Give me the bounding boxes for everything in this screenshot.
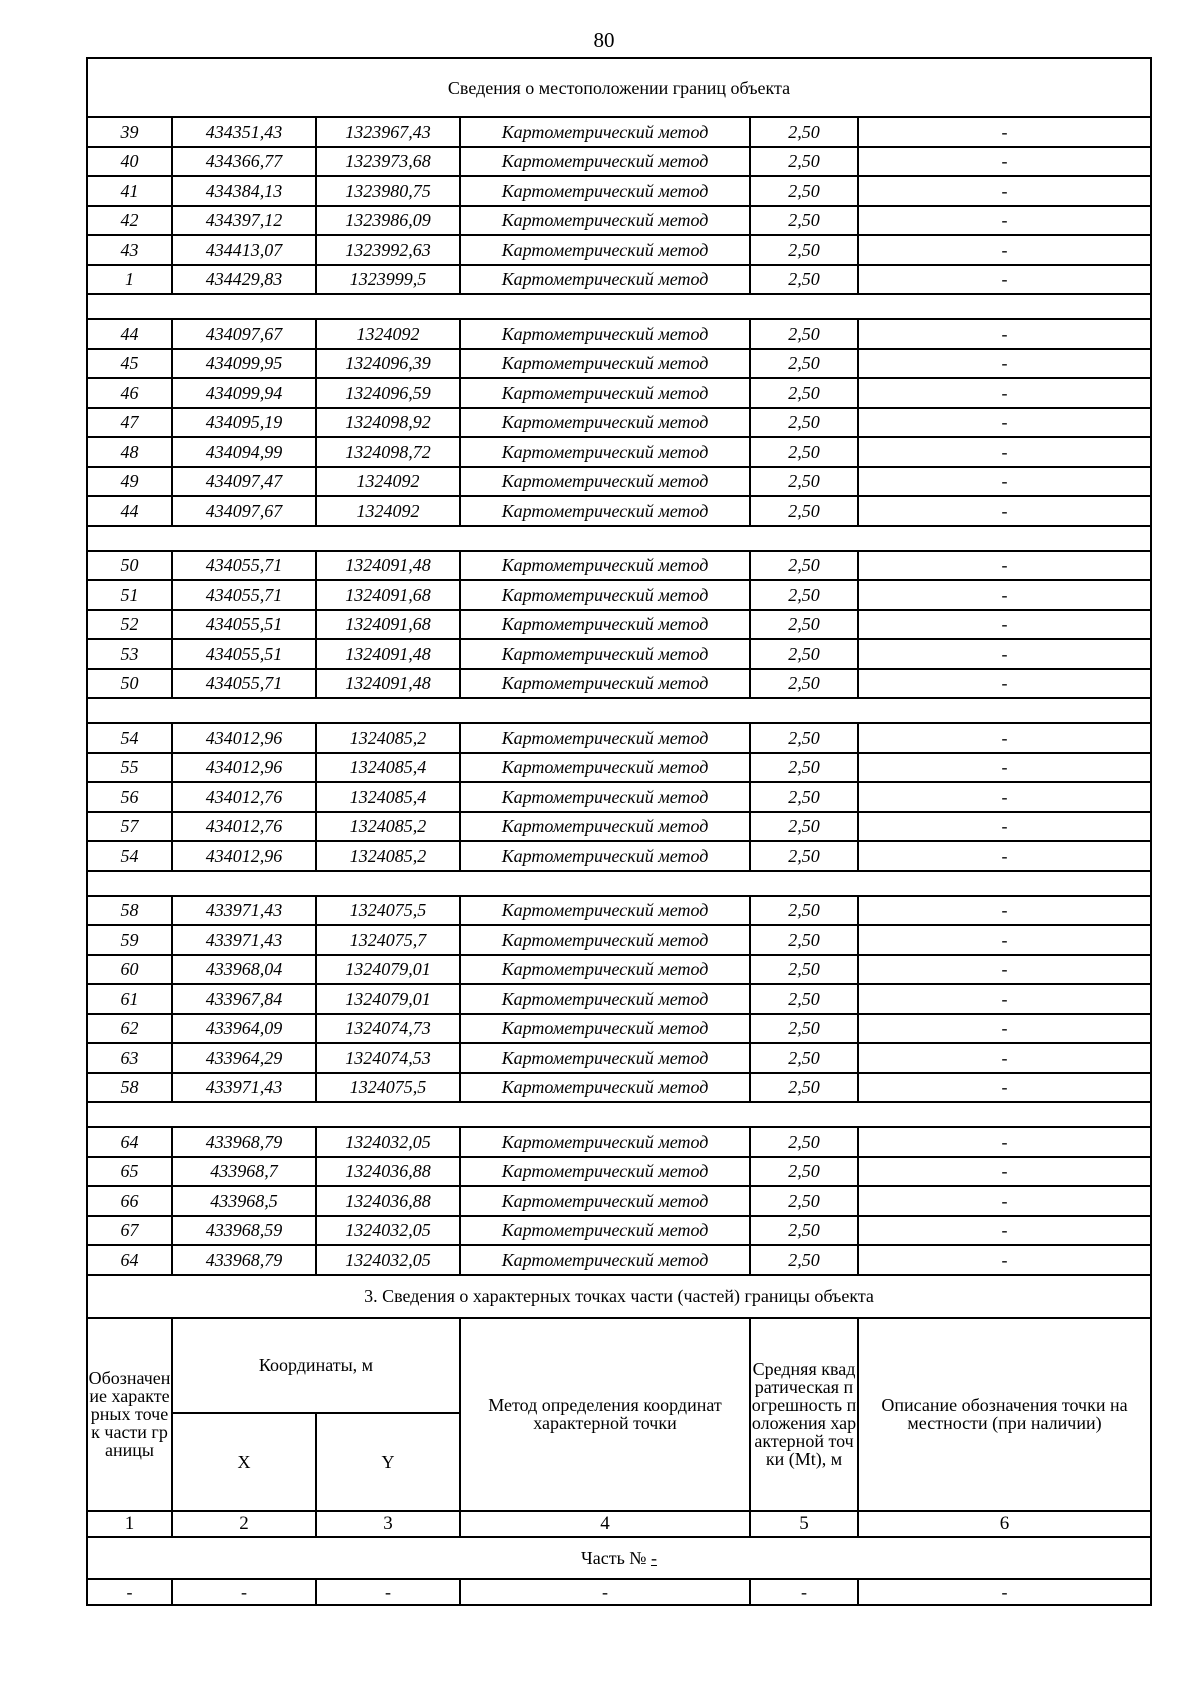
table-cell: 1324096,59: [316, 378, 460, 408]
table-cell: 64: [87, 1245, 172, 1275]
table-cell: 433968,7: [172, 1157, 316, 1187]
table-cell: 52: [87, 610, 172, 640]
table-cell: 1324085,4: [316, 782, 460, 812]
table-cell: -: [858, 437, 1151, 467]
boundary-table: [86, 57, 1152, 1606]
boundaries-title-row: [87, 58, 1151, 117]
table-cell: 1324074,73: [316, 1014, 460, 1044]
table-row: [87, 265, 1151, 295]
table-cell: 1324032,05: [316, 1216, 460, 1246]
table-cell: Картометрический метод: [460, 639, 750, 669]
table-cell: Картометрический метод: [460, 1073, 750, 1103]
group-separator-row: [87, 698, 1151, 723]
group-separator-row: [87, 1102, 1151, 1127]
table-cell: -: [858, 319, 1151, 349]
table-cell: 434097,47: [172, 467, 316, 497]
table-row: [87, 147, 1151, 177]
table-cell: 2,50: [750, 206, 858, 236]
table-cell: 39: [87, 117, 172, 147]
table-cell: 66: [87, 1186, 172, 1216]
table-cell: 43: [87, 235, 172, 265]
table-row: [87, 1073, 1151, 1103]
header-error: Средняя квадратическая погрешность положения характерной точки (Mt), м: [750, 1318, 858, 1511]
table-row: [87, 206, 1151, 236]
table-cell: 2,50: [750, 408, 858, 438]
table-row: [87, 723, 1151, 753]
table-cell: -: [858, 378, 1151, 408]
table-cell: 58: [87, 1073, 172, 1103]
section3-title-row: [87, 1275, 1151, 1318]
table-cell: 65: [87, 1157, 172, 1187]
table-cell: 434397,12: [172, 206, 316, 236]
table-cell: 434099,95: [172, 349, 316, 379]
table-cell: -: [858, 639, 1151, 669]
table-cell: 2,50: [750, 925, 858, 955]
table-cell: -: [858, 117, 1151, 147]
table-cell: -: [858, 925, 1151, 955]
table-cell: -: [172, 1579, 316, 1605]
table-cell: 44: [87, 319, 172, 349]
table-cell: 1324092: [316, 319, 460, 349]
table-cell: Картометрический метод: [460, 378, 750, 408]
table-cell: 2,50: [750, 1216, 858, 1246]
table-cell: 54: [87, 723, 172, 753]
table-cell: Картометрический метод: [460, 235, 750, 265]
table-row: [87, 1245, 1151, 1275]
table-cell: 62: [87, 1014, 172, 1044]
table-cell: -: [858, 408, 1151, 438]
table-cell: 434094,99: [172, 437, 316, 467]
table-cell: 434413,07: [172, 235, 316, 265]
table-cell: -: [858, 1073, 1151, 1103]
table-cell: 1324075,5: [316, 1073, 460, 1103]
table-cell: 434095,19: [172, 408, 316, 438]
section3-title: 3. Сведения о характерных точках части (частей) границы объекта: [87, 1275, 1151, 1318]
table-cell: -: [858, 1127, 1151, 1157]
table-cell: Картометрический метод: [460, 984, 750, 1014]
table-cell: -: [858, 782, 1151, 812]
table-cell: -: [858, 1043, 1151, 1073]
table-cell: Картометрический метод: [460, 782, 750, 812]
table-cell: 2,50: [750, 812, 858, 842]
table-cell: -: [858, 496, 1151, 526]
table-row: [87, 896, 1151, 926]
table-cell: 2,50: [750, 1043, 858, 1073]
group-separator-row: [87, 294, 1151, 319]
table-cell: Картометрический метод: [460, 437, 750, 467]
table-cell: 2,50: [750, 496, 858, 526]
table-cell: Картометрический метод: [460, 496, 750, 526]
table-row: [87, 176, 1151, 206]
table-row: [87, 1014, 1151, 1044]
table-cell: Картометрический метод: [460, 812, 750, 842]
table-row: [87, 117, 1151, 147]
table-cell: -: [858, 176, 1151, 206]
table-cell: 54: [87, 841, 172, 871]
table-cell: 2,50: [750, 1014, 858, 1044]
section3-header-row-1: [87, 1318, 1151, 1413]
table-cell: 433964,29: [172, 1043, 316, 1073]
table-cell: 2,50: [750, 176, 858, 206]
table-cell: 2,50: [750, 639, 858, 669]
header-coordinates: Координаты, м: [172, 1318, 460, 1413]
table-cell: 2,50: [750, 580, 858, 610]
table-cell: Картометрический метод: [460, 551, 750, 581]
table-cell: Картометрический метод: [460, 319, 750, 349]
table-cell: 1323980,75: [316, 176, 460, 206]
table-cell: 51: [87, 580, 172, 610]
table-row: [87, 349, 1151, 379]
table-cell: 42: [87, 206, 172, 236]
table-cell: 67: [87, 1216, 172, 1246]
table-cell: -: [858, 896, 1151, 926]
header-method: Метод определения координат характерной точки: [460, 1318, 750, 1511]
table-cell: 1324091,68: [316, 580, 460, 610]
table-cell: -: [858, 984, 1151, 1014]
table-row: [87, 235, 1151, 265]
table-cell: 433968,79: [172, 1127, 316, 1157]
table-cell: 2,50: [750, 984, 858, 1014]
table-row: [87, 812, 1151, 842]
table-cell: 433967,84: [172, 984, 316, 1014]
table-cell: 2,50: [750, 437, 858, 467]
table-cell: 2,50: [750, 319, 858, 349]
table-cell: 434055,71: [172, 551, 316, 581]
table-row: [87, 467, 1151, 497]
section3-data-row: [87, 1579, 1151, 1605]
table-cell: 2,50: [750, 1186, 858, 1216]
table-cell: -: [858, 235, 1151, 265]
table-cell: 1324098,72: [316, 437, 460, 467]
table-cell: Картометрический метод: [460, 117, 750, 147]
table-cell: 433971,43: [172, 896, 316, 926]
table-cell: 1323992,63: [316, 235, 460, 265]
column-number: 4: [460, 1511, 750, 1537]
table-cell: 1324036,88: [316, 1157, 460, 1187]
table-cell: -: [858, 206, 1151, 236]
part-row: [87, 1537, 1151, 1579]
table-cell: Картометрический метод: [460, 349, 750, 379]
table-cell: 1324091,48: [316, 639, 460, 669]
group-separator: [87, 698, 1151, 723]
table-cell: Картометрический метод: [460, 265, 750, 295]
table-cell: 434366,77: [172, 147, 316, 177]
table-cell: Картометрический метод: [460, 896, 750, 926]
table-cell: 55: [87, 753, 172, 783]
table-cell: 434012,96: [172, 841, 316, 871]
table-cell: 2,50: [750, 753, 858, 783]
table-cell: 1323999,5: [316, 265, 460, 295]
table-cell: Картометрический метод: [460, 1216, 750, 1246]
table-row: [87, 610, 1151, 640]
table-cell: 49: [87, 467, 172, 497]
table-cell: 1323986,09: [316, 206, 460, 236]
table-cell: 434012,76: [172, 812, 316, 842]
table-row: [87, 378, 1151, 408]
table-cell: 1324074,53: [316, 1043, 460, 1073]
group-separator: [87, 526, 1151, 551]
table-cell: 59: [87, 925, 172, 955]
table-cell: 57: [87, 812, 172, 842]
table-cell: 2,50: [750, 1157, 858, 1187]
table-cell: Картометрический метод: [460, 669, 750, 699]
group-separator: [87, 294, 1151, 319]
table-cell: 1323967,43: [316, 117, 460, 147]
table-cell: Картометрический метод: [460, 1245, 750, 1275]
table-cell: Картометрический метод: [460, 841, 750, 871]
table-cell: 56: [87, 782, 172, 812]
table-cell: 2,50: [750, 1245, 858, 1275]
table-cell: 434055,71: [172, 580, 316, 610]
table-cell: 434012,96: [172, 753, 316, 783]
table-cell: 434012,96: [172, 723, 316, 753]
table-cell: 46: [87, 378, 172, 408]
table-row: [87, 1157, 1151, 1187]
table-cell: 2,50: [750, 841, 858, 871]
column-number: 5: [750, 1511, 858, 1537]
table-cell: 63: [87, 1043, 172, 1073]
table-cell: 434097,67: [172, 319, 316, 349]
table-cell: 434099,94: [172, 378, 316, 408]
table-row: [87, 639, 1151, 669]
column-number: 1: [87, 1511, 172, 1537]
group-separator-row: [87, 526, 1151, 551]
table-cell: 1324092: [316, 496, 460, 526]
table-cell: 1324092: [316, 467, 460, 497]
table-cell: 433968,5: [172, 1186, 316, 1216]
table-cell: Картометрический метод: [460, 467, 750, 497]
table-cell: -: [858, 1579, 1151, 1605]
page-number: 80: [593, 28, 615, 52]
table-cell: 433971,43: [172, 925, 316, 955]
table-cell: 1324085,2: [316, 841, 460, 871]
table-cell: 434055,51: [172, 639, 316, 669]
boundaries-title: Сведения о местоположении границ объекта: [87, 58, 1151, 117]
table-cell: -: [858, 551, 1151, 581]
table-cell: 1324091,48: [316, 669, 460, 699]
table-cell: Картометрический метод: [460, 176, 750, 206]
table-cell: 433971,43: [172, 1073, 316, 1103]
table-row: [87, 580, 1151, 610]
table-cell: 434012,76: [172, 782, 316, 812]
table-cell: 1324075,5: [316, 896, 460, 926]
table-row: [87, 984, 1151, 1014]
table-cell: 434055,51: [172, 610, 316, 640]
table-cell: 2,50: [750, 147, 858, 177]
table-cell: 2,50: [750, 467, 858, 497]
table-cell: Картометрический метод: [460, 1157, 750, 1187]
table-cell: 2,50: [750, 723, 858, 753]
table-cell: 58: [87, 896, 172, 926]
table-cell: 1324079,01: [316, 955, 460, 985]
table-cell: -: [460, 1579, 750, 1605]
table-cell: -: [858, 955, 1151, 985]
table-cell: Картометрический метод: [460, 1014, 750, 1044]
table-row: [87, 669, 1151, 699]
table-cell: -: [858, 1216, 1151, 1246]
table-cell: Картометрический метод: [460, 1186, 750, 1216]
table-cell: Картометрический метод: [460, 610, 750, 640]
header-designation: Обозначение характерных точек части границы: [87, 1318, 172, 1511]
table-cell: -: [858, 753, 1151, 783]
table-cell: Картометрический метод: [460, 925, 750, 955]
table-cell: 50: [87, 669, 172, 699]
table-cell: 47: [87, 408, 172, 438]
table-cell: 433968,04: [172, 955, 316, 985]
table-cell: 433968,79: [172, 1245, 316, 1275]
table-row: [87, 1186, 1151, 1216]
table-row: [87, 955, 1151, 985]
table-cell: Картометрический метод: [460, 408, 750, 438]
table-cell: 2,50: [750, 610, 858, 640]
table-cell: -: [858, 467, 1151, 497]
table-row: [87, 319, 1151, 349]
table-cell: -: [858, 669, 1151, 699]
table-cell: -: [858, 841, 1151, 871]
table-cell: -: [858, 812, 1151, 842]
table-cell: -: [858, 265, 1151, 295]
table-cell: 434097,67: [172, 496, 316, 526]
table-row: [87, 437, 1151, 467]
table-cell: 2,50: [750, 782, 858, 812]
table-row: [87, 496, 1151, 526]
table-cell: 1324032,05: [316, 1127, 460, 1157]
table-row: [87, 408, 1151, 438]
table-cell: -: [750, 1579, 858, 1605]
table-cell: 1324091,48: [316, 551, 460, 581]
header-y: Y: [316, 1413, 460, 1511]
table-cell: 2,50: [750, 669, 858, 699]
part-label: Часть №: [581, 1547, 647, 1568]
table-cell: 50: [87, 551, 172, 581]
table-cell: 433964,09: [172, 1014, 316, 1044]
table-row: [87, 1216, 1151, 1246]
table-row: [87, 753, 1151, 783]
table-cell: 1324098,92: [316, 408, 460, 438]
table-cell: 1: [87, 265, 172, 295]
table-cell: 2,50: [750, 378, 858, 408]
table-cell: -: [87, 1579, 172, 1605]
part-value: -: [650, 1547, 657, 1568]
table-cell: Картометрический метод: [460, 723, 750, 753]
table-cell: 2,50: [750, 896, 858, 926]
table-cell: 434429,83: [172, 265, 316, 295]
table-row: [87, 782, 1151, 812]
column-number: 3: [316, 1511, 460, 1537]
table-cell: 2,50: [750, 349, 858, 379]
table-cell: 2,50: [750, 1073, 858, 1103]
table-cell: Картометрический метод: [460, 147, 750, 177]
table-cell: 45: [87, 349, 172, 379]
table-cell: 2,50: [750, 955, 858, 985]
table-cell: -: [858, 147, 1151, 177]
table-cell: Картометрический метод: [460, 580, 750, 610]
part-label-cell: [87, 1537, 1151, 1579]
group-separator: [87, 871, 1151, 896]
column-number: 2: [172, 1511, 316, 1537]
table-cell: 1324085,4: [316, 753, 460, 783]
table-cell: -: [316, 1579, 460, 1605]
table-cell: -: [858, 723, 1151, 753]
table-cell: 64: [87, 1127, 172, 1157]
table-cell: 434055,71: [172, 669, 316, 699]
table-cell: Картометрический метод: [460, 1043, 750, 1073]
column-number: 6: [858, 1511, 1151, 1537]
table-cell: 44: [87, 496, 172, 526]
table-cell: Картометрический метод: [460, 955, 750, 985]
table-cell: -: [858, 610, 1151, 640]
table-cell: 61: [87, 984, 172, 1014]
table-cell: Картометрический метод: [460, 753, 750, 783]
table-cell: 1324075,7: [316, 925, 460, 955]
table-cell: -: [858, 1014, 1151, 1044]
table-cell: 2,50: [750, 551, 858, 581]
table-cell: 60: [87, 955, 172, 985]
table-cell: 2,50: [750, 265, 858, 295]
table-cell: 434384,13: [172, 176, 316, 206]
table-cell: -: [858, 580, 1151, 610]
table-row: [87, 925, 1151, 955]
table-cell: 53: [87, 639, 172, 669]
table-cell: 1324079,01: [316, 984, 460, 1014]
table-cell: 2,50: [750, 235, 858, 265]
table-cell: 1324036,88: [316, 1186, 460, 1216]
table-row: [87, 551, 1151, 581]
table-cell: 433968,59: [172, 1216, 316, 1246]
table-cell: 1323973,68: [316, 147, 460, 177]
column-numbers-row: [87, 1511, 1151, 1537]
table-cell: -: [858, 1157, 1151, 1187]
table-cell: -: [858, 349, 1151, 379]
table-cell: 40: [87, 147, 172, 177]
table-cell: 1324085,2: [316, 723, 460, 753]
group-separator: [87, 1102, 1151, 1127]
table-row: [87, 1043, 1151, 1073]
table-cell: 48: [87, 437, 172, 467]
table-cell: 1324096,39: [316, 349, 460, 379]
table-row: [87, 1127, 1151, 1157]
group-separator-row: [87, 871, 1151, 896]
header-x: X: [172, 1413, 316, 1511]
table-cell: 2,50: [750, 1127, 858, 1157]
table-cell: 1324032,05: [316, 1245, 460, 1275]
table-cell: 2,50: [750, 117, 858, 147]
table-cell: -: [858, 1186, 1151, 1216]
table-cell: Картометрический метод: [460, 206, 750, 236]
table-cell: 1324085,2: [316, 812, 460, 842]
header-description: Описание обозначения точки на местности (при наличии): [858, 1318, 1151, 1511]
table-cell: -: [858, 1245, 1151, 1275]
table-cell: 1324091,68: [316, 610, 460, 640]
table-row: [87, 841, 1151, 871]
table-cell: Картометрический метод: [460, 1127, 750, 1157]
table-cell: 434351,43: [172, 117, 316, 147]
table-cell: 41: [87, 176, 172, 206]
